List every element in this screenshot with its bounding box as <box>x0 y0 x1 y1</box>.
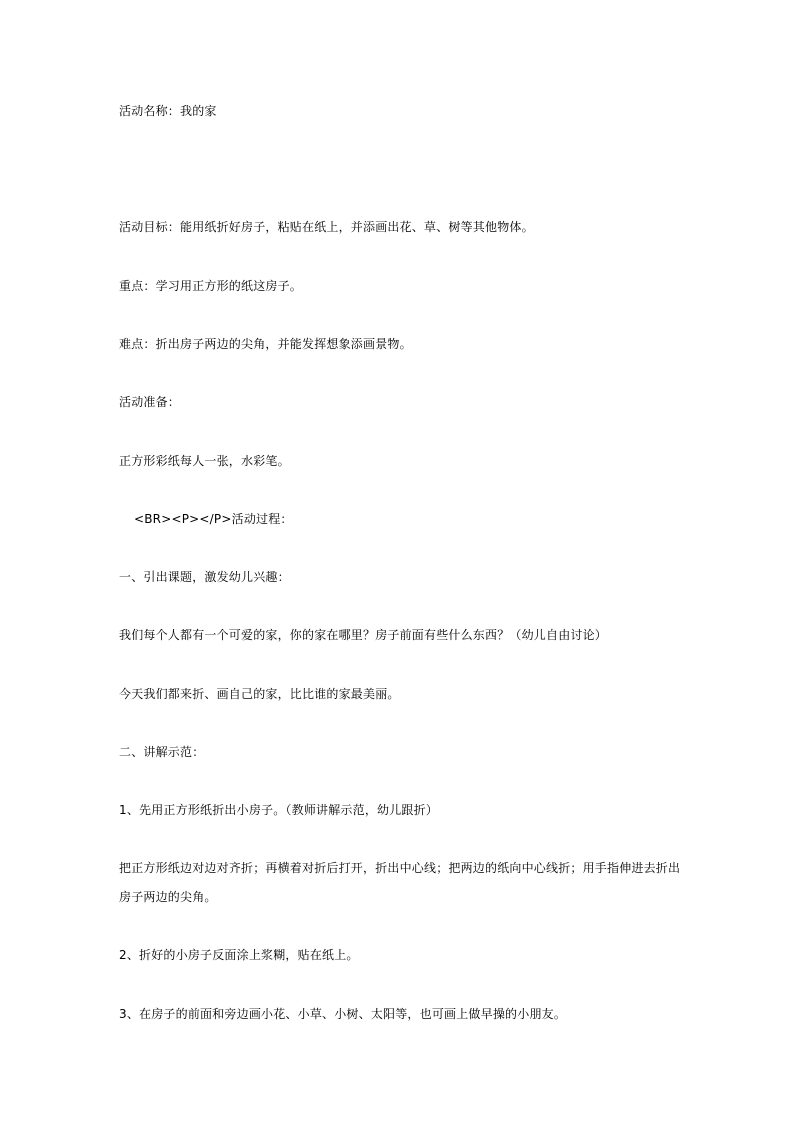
preparation-heading: 活动准备： <box>119 395 181 409</box>
step2-item1-detail-line1: 把正方形纸边对边对齐折；再横着对折后打开，折出中心线；把两边的纸向中心线折；用手指伸进去折出 <box>119 861 681 875</box>
step1-question: 我们每个人都有一个可爱的家，你的家在哪里？房子前面有些什么东西？（幼儿自由讨论） <box>119 628 608 642</box>
step2-heading: 二、讲解示范： <box>119 745 205 759</box>
step1-text: 今天我们都来折、画自己的家，比比谁的家最美丽。 <box>119 687 400 701</box>
process-heading: <BR><P></P>活动过程： <box>134 512 293 526</box>
difficulty: 难点：折出房子两边的尖角，并能发挥想象添画景物。 <box>119 337 412 351</box>
activity-title: 活动名称：我的家 <box>119 104 217 118</box>
activity-goal: 活动目标：能用纸折好房子，粘贴在纸上，并添画出花、草、树等其他物体。 <box>119 220 534 234</box>
step1-heading: 一、引出课题，激发幼儿兴趣： <box>119 570 290 584</box>
preparation-text: 正方形彩纸每人一张，水彩笔。 <box>119 454 290 468</box>
key-point: 重点：学习用正方形的纸这房子。 <box>119 279 303 293</box>
step2-item3: 3、在房子的前面和旁边画小花、小草、小树、太阳等，也可画上做早操的小朋友。 <box>119 1007 567 1021</box>
step2-item2: 2、折好的小房子反面涂上浆糊，贴在纸上。 <box>119 948 359 962</box>
step2-item1-detail-line2: 房子两边的尖角。 <box>119 890 217 904</box>
step2-item1: 1、先用正方形纸折出小房子。（教师讲解示范，幼儿跟折） <box>119 803 439 817</box>
